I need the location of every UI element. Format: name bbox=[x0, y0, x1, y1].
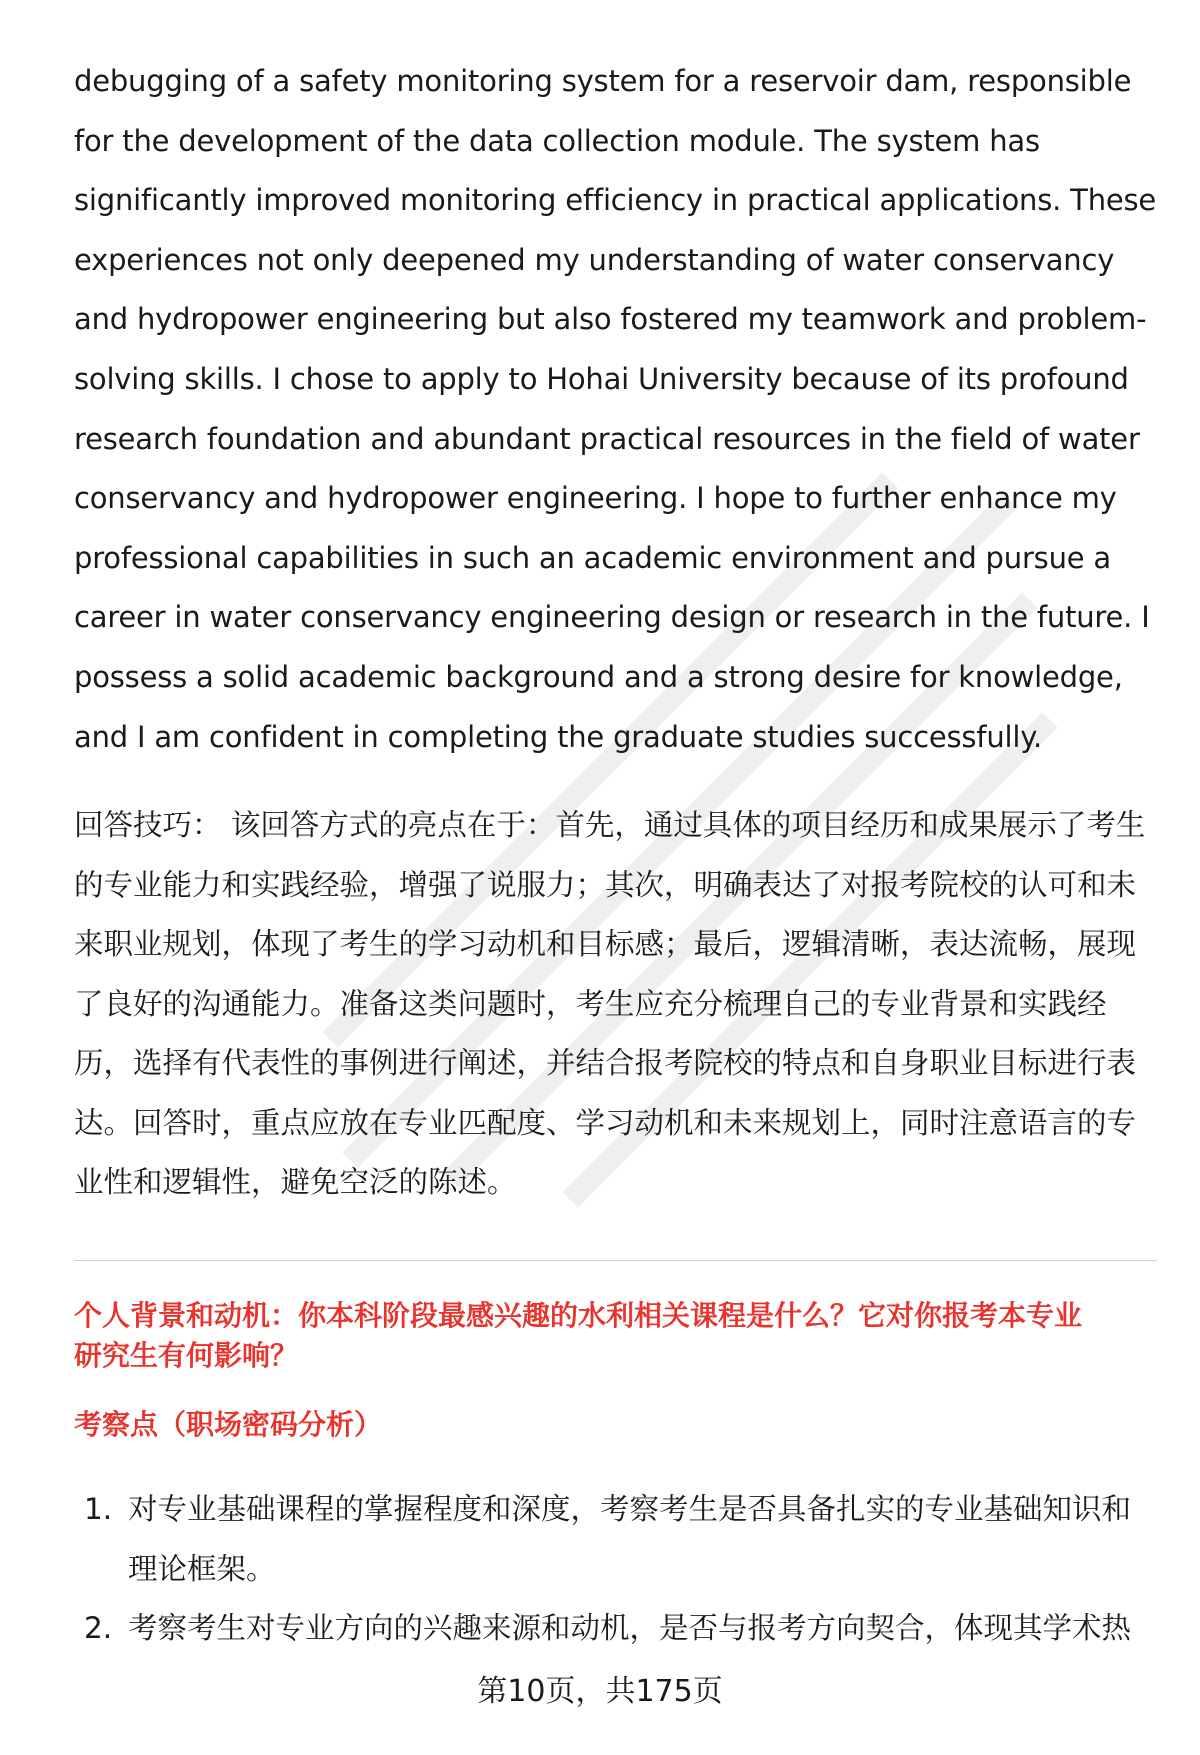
english-answer-line: professional capabilities in such an academic environment and pursue a bbox=[74, 540, 1111, 575]
english-answer-line: and I am confident in completing the graduate studies successfully. bbox=[74, 719, 1043, 754]
english-answer-paragraph bbox=[74, 52, 1157, 767]
list-item bbox=[80, 1480, 1160, 1599]
tips-line: 了良好的沟通能力。准备这类问题时，考生应充分梳理自己的专业背景和实践经 bbox=[74, 986, 1107, 1021]
english-answer-line: solving skills. I chose to apply to Hohai University because of its profound bbox=[74, 361, 1129, 396]
question-title bbox=[74, 1296, 1164, 1376]
list-item-number: 2. bbox=[84, 1611, 113, 1645]
tips-line: 回答技巧： 该回答方式的亮点在于：首先，通过具体的项目经历和成果展示了考生 bbox=[74, 808, 1146, 842]
english-answer-line: conservancy and hydropower engineering. I hope to further enhance my bbox=[74, 481, 1117, 516]
tips-line: 历，选择有代表性的事例进行阐述，并结合报考院校的特点和自身职业目标进行表 bbox=[74, 1046, 1137, 1080]
question-title-line: 研究生有何影响？ bbox=[74, 1339, 299, 1372]
answer-tips-paragraph bbox=[74, 796, 1154, 1213]
english-answer-line: research foundation and abundant practical resources in the field of water bbox=[74, 421, 1140, 456]
list-item-line: 对专业基础课程的掌握程度和深度，考察考生是否具备扎实的专业基础知识和 bbox=[128, 1492, 1132, 1526]
tips-line: 达。回答时，重点应放在专业匹配度、学习动机和未来规划上，同时注意语言的专 bbox=[74, 1105, 1137, 1140]
list-item bbox=[80, 1599, 1160, 1659]
list-item-line: 理论框架。 bbox=[128, 1551, 276, 1586]
section-divider bbox=[74, 1260, 1157, 1261]
english-answer-line: debugging of a safety monitoring system for a reservoir dam, responsible bbox=[74, 64, 1132, 98]
list-item-line: 考察考生对专业方向的兴趣来源和动机，是否与报考方向契合，体现其学术热 bbox=[128, 1611, 1132, 1645]
question-title-line: 个人背景和动机：你本科阶段最感兴趣的水利相关课程是什么？它对你报考本专业 bbox=[74, 1299, 1083, 1332]
english-answer-line: career in water conservancy engineering design or research in the future. I bbox=[74, 600, 1150, 635]
english-answer-line: possess a solid academic background and a strong desire for knowledge, bbox=[74, 659, 1123, 694]
list-item-number: 1. bbox=[84, 1492, 113, 1526]
tips-line: 的专业能力和实践经验，增强了说服力；其次，明确表达了对报考院校的认可和未 bbox=[74, 867, 1137, 902]
tips-line: 来职业规划，体现了考生的学习动机和目标感；最后，逻辑清晰，表达流畅，展现 bbox=[74, 927, 1137, 961]
assessment-points-list bbox=[80, 1480, 1160, 1659]
page-number: 第10页，共175页 bbox=[477, 1674, 723, 1709]
english-answer-line: for the development of the data collection module. The system has bbox=[74, 123, 1040, 158]
assessment-points-heading: 考察点（职场密码分析） bbox=[74, 1408, 383, 1441]
tips-line: 业性和逻辑性，避免空泛的陈述。 bbox=[74, 1165, 517, 1199]
english-answer-line: experiences not only deepened my understanding of water conservancy bbox=[74, 242, 1115, 277]
english-answer-line: significantly improved monitoring efficiency in practical applications. These bbox=[74, 183, 1157, 218]
english-answer-line: and hydropower engineering but also fostered my teamwork and problem- bbox=[74, 302, 1147, 337]
